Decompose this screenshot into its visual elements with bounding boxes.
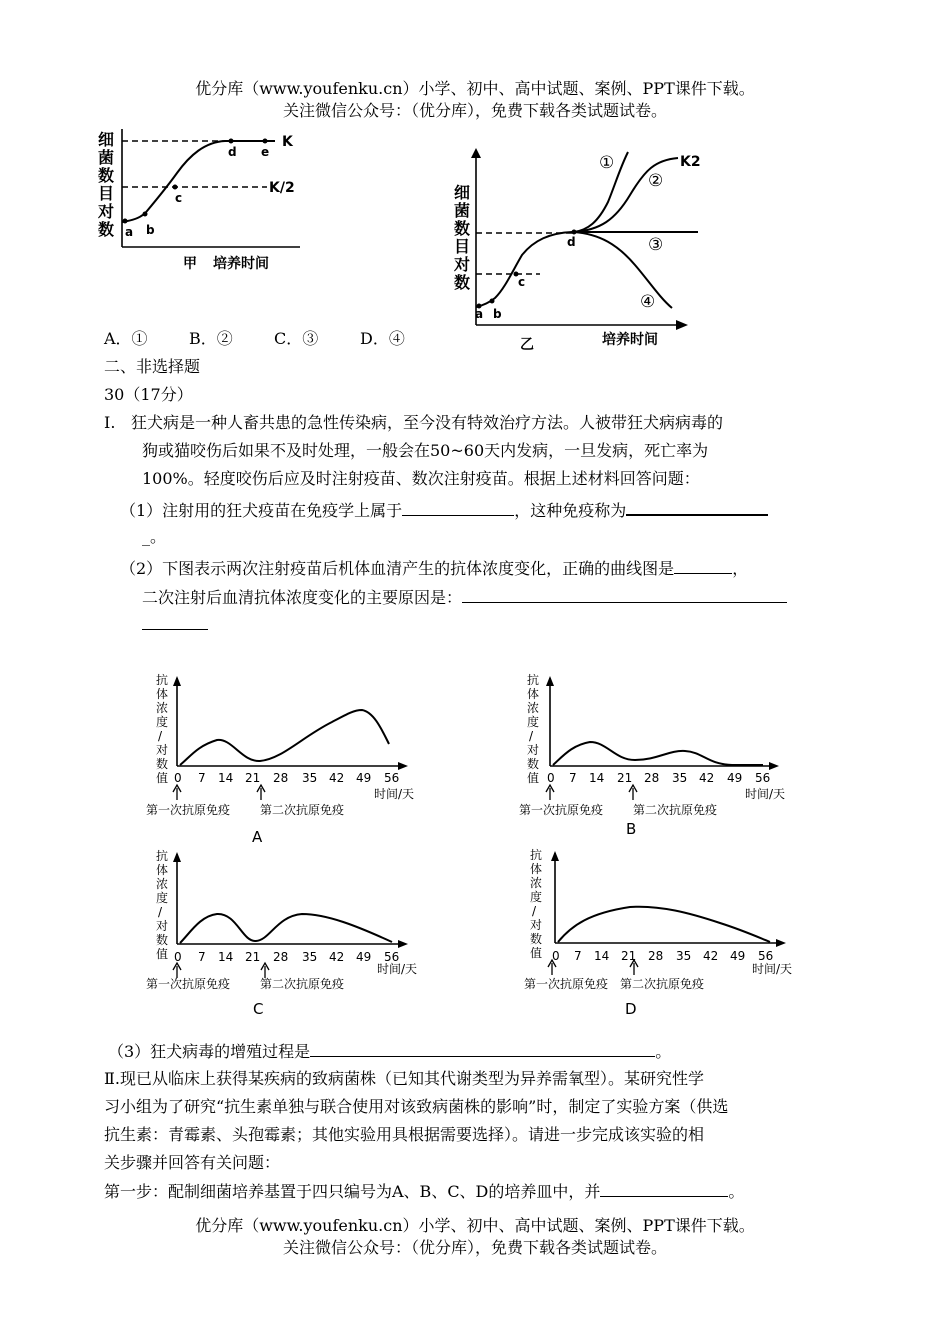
a-tick-0: 0 (174, 771, 182, 785)
q3-end: 。 (655, 1042, 672, 1061)
c-ylabel-3: 浓 (156, 877, 169, 891)
q2-blank-cont[interactable] (142, 629, 208, 630)
c-ylabel-4: 度 (156, 891, 169, 905)
a-tick-21: 21 (245, 771, 261, 785)
part1-line1: 狂犬病是一种人畜共患的急性传染病，至今没有特效治疗方法。人被带狂犬病病毒的 (131, 413, 724, 432)
d-letter: D (625, 1000, 637, 1018)
d-ylabel-4: 度 (530, 890, 543, 904)
header-line-2: 关注微信公众号：（优分库），免费下载各类试题试卷。 (282, 101, 667, 120)
jia-ylabel-5: 对 (98, 202, 115, 221)
yi-label-c: c (518, 275, 526, 289)
a-xunit: 时间/天 (374, 787, 415, 801)
antibody-graph-b (517, 672, 817, 850)
b-ylabel-5: / (529, 729, 534, 743)
jia-ylabel-1: 细 (98, 130, 115, 149)
b-second-label: 第二次抗原免疫 (633, 803, 718, 817)
c-tick-28: 28 (273, 950, 289, 964)
jia-xlabel: 培养时间 (213, 256, 269, 272)
q3-blank[interactable] (310, 1038, 655, 1057)
option-c: C．③ (274, 329, 319, 348)
yi-curve-3 (476, 232, 698, 307)
q3-line (108, 1038, 671, 1065)
q1-text-b: ，这种免疫称为 (514, 501, 627, 520)
yi-ylabel-5: 对 (454, 255, 471, 274)
c-tick-7: 7 (198, 950, 206, 964)
c-ylabel-7: 数 (156, 933, 169, 947)
jia-ylabel-2: 菌 (98, 148, 115, 167)
a-ylabel-5: / (158, 729, 163, 743)
d-second-label: 第二次抗原免疫 (620, 977, 705, 991)
jia-k2-label: K/2 (269, 180, 295, 196)
d-tick-14: 14 (594, 949, 610, 963)
b-letter: B (626, 820, 637, 838)
b-curve (553, 742, 763, 765)
yi-x-arrow (676, 320, 688, 330)
b-xunit: 时间/天 (745, 787, 786, 801)
d-tick-56: 56 (758, 949, 774, 963)
b-ylabel-1: 抗 (527, 673, 540, 687)
a-tick-14: 14 (218, 771, 234, 785)
jia-ylabel-4: 目 (98, 184, 115, 203)
c-tick-0: 0 (174, 950, 182, 964)
d-tick-28: 28 (648, 949, 664, 963)
jia-ylabel-3: 数 (98, 166, 115, 185)
d-ylabel-7: 数 (530, 932, 543, 946)
b-tick-28: 28 (644, 771, 660, 785)
jia-label-b: b (146, 223, 155, 237)
yi-ylabel-1: 细 (454, 183, 471, 202)
a-ylabel-6: 对 (156, 743, 169, 757)
c-tick-49: 49 (356, 950, 372, 964)
yi-point-b (490, 299, 495, 304)
q1-blank-1[interactable] (402, 497, 514, 516)
yi-name: 乙 (520, 337, 534, 353)
a-first-label: 第一次抗原免疫 (146, 803, 231, 817)
b-ylabel-6: 对 (527, 743, 540, 757)
yi-xlabel: 培养时间 (602, 332, 658, 348)
footer-line-2: 关注微信公众号：（优分库），免费下载各类试题试卷。 (282, 1238, 667, 1257)
yi-curve-label-3: ③ (648, 235, 664, 255)
c-ylabel-6: 对 (156, 919, 169, 933)
header-line-1: 优分库（www.youfenku.cn）小学、初中、高中试题、案例、PPT课件下载。 (195, 79, 755, 98)
question-number: 30（17分） (104, 385, 193, 404)
yi-curve-label-1: ① (599, 153, 615, 173)
c-ylabel-8: 值 (156, 947, 169, 961)
q3-text: （3）狂犬病毒的增殖过程是 (108, 1042, 311, 1061)
a-ylabel-4: 度 (156, 715, 169, 729)
b-ylabel-8: 值 (527, 771, 540, 785)
a-tick-7: 7 (198, 771, 206, 785)
a-ylabel-1: 抗 (156, 673, 169, 687)
d-xunit: 时间/天 (752, 962, 793, 976)
antibody-graph-a (142, 672, 442, 850)
step1-end: 。 (728, 1182, 745, 1201)
b-tick-21: 21 (617, 771, 633, 785)
jia-label-d: d (228, 145, 237, 159)
d-ylabel-2: 体 (530, 862, 543, 876)
yi-ylabel-3: 数 (454, 219, 471, 238)
q2-blank-2[interactable] (462, 584, 787, 603)
q1-blank-2[interactable] (626, 496, 768, 516)
step1-text: 第一步：配制细菌培养基置于四只编号为A、B、C、D的培养皿中，并 (104, 1182, 601, 1201)
d-tick-7: 7 (574, 949, 582, 963)
a-tick-49: 49 (356, 771, 372, 785)
option-a: A．① (104, 329, 148, 348)
part1-label: I. (104, 413, 116, 432)
c-xunit: 时间/天 (377, 962, 418, 976)
c-curve (180, 914, 392, 943)
jia-label-c: c (175, 191, 183, 205)
c-tick-14: 14 (218, 950, 234, 964)
b-y-arrow (546, 676, 554, 686)
b-x-arrow (769, 762, 779, 770)
b-tick-14: 14 (589, 771, 605, 785)
b-tick-35: 35 (672, 771, 688, 785)
figure-yi (450, 140, 710, 355)
a-ylabel-3: 浓 (156, 701, 169, 715)
a-ylabel-2: 体 (156, 687, 169, 701)
c-y-arrow (173, 852, 181, 862)
b-ylabel-3: 浓 (527, 701, 540, 715)
a-tick-56: 56 (384, 771, 400, 785)
section-heading: 二、非选择题 (104, 357, 201, 376)
b-ylabel-2: 体 (527, 687, 540, 701)
yi-ylabel-6: 数 (454, 273, 471, 292)
q2-line-2 (142, 584, 787, 611)
part2-line2: 习小组为了研究“抗生素单独与联合使用对该致病菌株的影响”时，制定了实验方案（供选 (104, 1097, 729, 1116)
part1-line3: 100%。轻度咬伤后应及时注射疫苗、数次注射疫苗。根据上述材料回答问题： (142, 469, 700, 488)
a-tick-42: 42 (329, 771, 345, 785)
jia-point-b (143, 212, 148, 217)
c-first-label: 第一次抗原免疫 (146, 977, 231, 991)
yi-curve-label-2: ② (648, 171, 664, 191)
c-tick-56: 56 (384, 950, 400, 964)
q1-end: _。 (142, 527, 167, 546)
yi-ylabel-2: 菌 (454, 201, 471, 220)
d-x-arrow (776, 939, 786, 947)
a-y-arrow (173, 676, 181, 686)
d-ylabel-6: 对 (530, 918, 543, 932)
jia-ylabel-6: 数 (98, 220, 115, 239)
d-ylabel-8: 值 (530, 946, 543, 960)
d-tick-35: 35 (676, 949, 692, 963)
d-tick-0: 0 (552, 949, 560, 963)
footer-line-1: 优分库（www.youfenku.cn）小学、初中、高中试题、案例、PPT课件下载。 (195, 1216, 755, 1235)
d-curve (558, 907, 770, 942)
figure-jia (95, 125, 310, 275)
yi-ylabel-4: 目 (454, 237, 471, 256)
step1-line (104, 1178, 744, 1205)
b-tick-7: 7 (569, 771, 577, 785)
jia-name: 甲 (183, 256, 197, 272)
yi-point-d (572, 230, 577, 235)
part2-line1: Ⅱ.现已从临床上获得某疾病的致病菌株（已知其代谢类型为异养需氧型）。某研究性学 (104, 1069, 704, 1088)
step1-blank[interactable] (600, 1178, 728, 1197)
b-ylabel-7: 数 (527, 757, 540, 771)
q2-text-b: 二次注射后血清抗体浓度变化的主要原因是： (142, 588, 463, 607)
d-ylabel-5: / (532, 904, 537, 918)
d-ylabel-3: 浓 (530, 876, 543, 890)
yi-label-a: a (475, 307, 484, 321)
q2-text-a: （2）下图表示两次注射疫苗后机体血清产生的抗体浓度变化，正确的曲线图是 (120, 559, 675, 578)
c-ylabel-2: 体 (156, 863, 169, 877)
d-tick-21: 21 (621, 949, 637, 963)
b-tick-56: 56 (755, 771, 771, 785)
yi-k2-label: K2 (680, 154, 701, 170)
option-b: B．② (189, 329, 233, 348)
c-ylabel-1: 抗 (156, 849, 169, 863)
yi-curve-2 (574, 158, 678, 232)
jia-point-e (263, 139, 268, 144)
c-tick-35: 35 (302, 950, 318, 964)
c-letter: C (253, 1000, 264, 1018)
d-tick-42: 42 (703, 949, 719, 963)
yi-label-d: d (567, 235, 576, 249)
q2-line (120, 555, 748, 582)
jia-growth-curve (122, 141, 275, 222)
b-tick-42: 42 (699, 771, 715, 785)
d-tick-49: 49 (730, 949, 746, 963)
jia-k-label: K (282, 134, 293, 150)
part2-line4: 关步骤并回答有关问题： (104, 1153, 281, 1172)
jia-label-e: e (261, 145, 270, 159)
d-y-arrow (551, 851, 559, 861)
jia-label-a: a (125, 225, 134, 239)
antibody-graph-d (520, 845, 820, 1023)
yi-curve-label-4: ④ (640, 292, 656, 312)
yi-label-b: b (493, 307, 502, 321)
a-curve (180, 710, 389, 765)
d-ylabel-1: 抗 (530, 848, 543, 862)
yi-y-arrow (471, 148, 481, 158)
b-first-label: 第一次抗原免疫 (519, 803, 604, 817)
option-d: D．④ (360, 329, 405, 348)
c-tick-42: 42 (329, 950, 345, 964)
q1-text-a: （1）注射用的狂犬疫苗在免疫学上属于 (120, 501, 403, 520)
d-first-label: 第一次抗原免疫 (524, 977, 609, 991)
c-second-label: 第二次抗原免疫 (260, 977, 345, 991)
jia-point-a (123, 219, 128, 224)
q2-comma: ， (732, 559, 749, 578)
q2-blank-1[interactable] (674, 555, 732, 574)
a-second-label: 第二次抗原免疫 (260, 803, 345, 817)
a-ylabel-8: 值 (156, 771, 169, 785)
b-tick-0: 0 (547, 771, 555, 785)
a-letter: A (252, 828, 263, 846)
a-x-arrow (398, 762, 408, 770)
b-ylabel-4: 度 (527, 715, 540, 729)
jia-point-c (173, 185, 178, 190)
b-tick-49: 49 (727, 771, 743, 785)
q1-line (120, 496, 768, 524)
antibody-graph-c (142, 848, 442, 1023)
c-ylabel-5: / (158, 905, 163, 919)
c-x-arrow (398, 940, 408, 948)
a-tick-28: 28 (273, 771, 289, 785)
a-ylabel-7: 数 (156, 757, 169, 771)
a-tick-35: 35 (302, 771, 318, 785)
part1-line2: 狗或猫咬伤后如果不及时处理，一般会在50~60天内发病，一旦发病，死亡率为 (142, 441, 709, 460)
jia-point-d (229, 139, 234, 144)
c-tick-21: 21 (245, 950, 261, 964)
part2-line3: 抗生素：青霉素、头孢霉素；其他实验用具根据需要选择）。请进一步完成该实验的相 (104, 1125, 705, 1144)
